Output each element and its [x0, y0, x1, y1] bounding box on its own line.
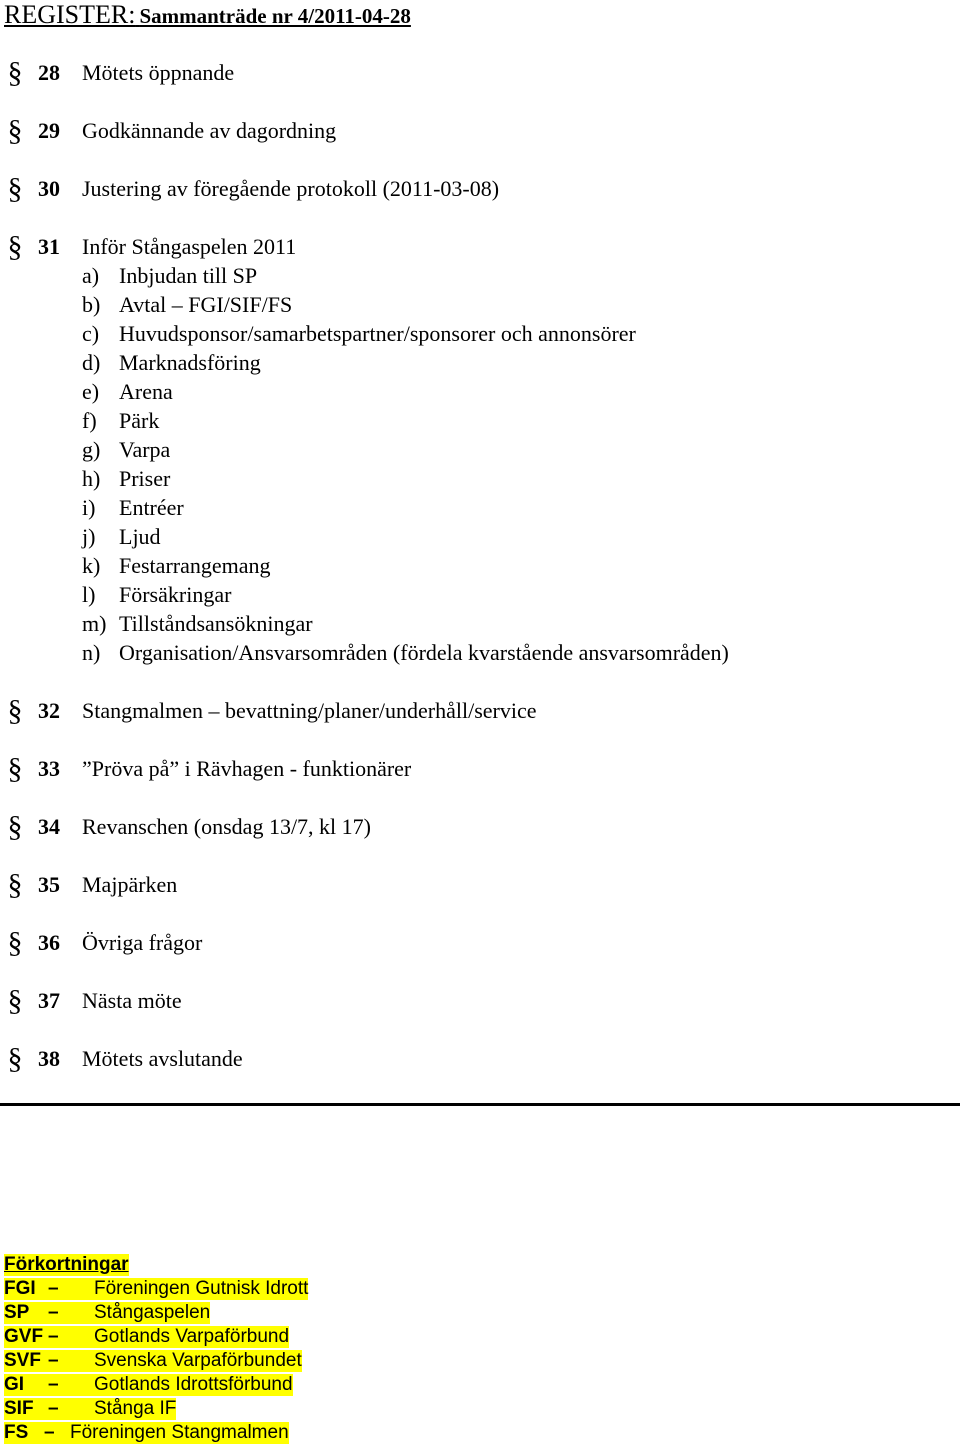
- sub-item-letter: l): [82, 582, 96, 607]
- item-number: 37: [38, 988, 60, 1013]
- abbreviation-meaning: Stånga IF: [94, 1398, 177, 1419]
- abbreviation-row: [4, 1326, 308, 1350]
- abbreviation-meaning: Föreningen Stangmalmen: [70, 1422, 289, 1443]
- abbreviation-dash: –: [48, 1278, 59, 1299]
- abbreviation-row: [4, 1398, 308, 1422]
- section-sign: §: [7, 56, 23, 89]
- sub-item-text: Festarrangemang: [119, 553, 271, 578]
- abbreviation-meaning: Gotlands Idrottsförbund: [94, 1374, 293, 1395]
- sub-item: [82, 348, 261, 377]
- item-number: 33: [38, 756, 60, 781]
- section-sign: §: [7, 114, 23, 147]
- sub-item-letter: d): [82, 350, 101, 375]
- section-sign: §: [7, 810, 23, 843]
- sub-item: [82, 319, 636, 348]
- section-sign: §: [7, 172, 23, 205]
- item-number: 29: [38, 118, 60, 143]
- sub-item: [82, 406, 159, 435]
- sub-item-text: Arena: [119, 379, 173, 404]
- sub-item-text: Marknadsföring: [119, 350, 261, 375]
- item-text: Nästa möte: [82, 988, 182, 1013]
- item-number: 32: [38, 698, 60, 723]
- abbreviation-code: SP: [4, 1302, 30, 1323]
- sub-item: [82, 464, 170, 493]
- abbreviation-row: [4, 1350, 308, 1374]
- sub-item-text: Försäkringar: [119, 582, 232, 607]
- sub-item-text: Pärk: [119, 408, 160, 433]
- abbreviation-dash: –: [48, 1398, 59, 1419]
- item-number: 38: [38, 1046, 60, 1071]
- sub-item-text: Entréer: [119, 495, 184, 520]
- abbreviation-row: [4, 1422, 308, 1446]
- sub-item-letter: e): [82, 379, 100, 404]
- sub-item: [82, 551, 271, 580]
- sub-item-text: Priser: [119, 466, 171, 491]
- sub-item: [82, 522, 161, 551]
- title-meeting: Sammanträde nr 4/2011-04-28: [139, 4, 411, 28]
- item-text: ”Pröva på” i Rävhagen - funktionärer: [82, 756, 412, 781]
- item-number: 31: [38, 234, 60, 259]
- abbreviation-dash: –: [48, 1374, 59, 1395]
- abbreviation-code: SIF: [4, 1398, 34, 1419]
- sub-item-letter: c): [82, 321, 100, 346]
- sub-item-letter: m): [82, 611, 107, 636]
- item-number: 35: [38, 872, 60, 897]
- abbreviation-row: [4, 1302, 308, 1326]
- item-number: 30: [38, 176, 60, 201]
- sub-item-letter: g): [82, 437, 101, 462]
- divider: [0, 1103, 960, 1106]
- item-text: Justering av föregående protokoll (2011-03-08): [82, 176, 500, 201]
- abbreviation-code: SVF: [4, 1350, 41, 1371]
- sub-item: [82, 377, 173, 406]
- sub-item: [82, 609, 313, 638]
- sub-item-text: Inbjudan till SP: [119, 263, 258, 288]
- sub-item-text: Varpa: [119, 437, 171, 462]
- abbreviation-code: FS: [4, 1422, 29, 1443]
- item-number: 28: [38, 60, 60, 85]
- sub-item: [82, 261, 257, 290]
- sub-item-letter: j): [82, 524, 96, 549]
- abbreviation-dash: –: [44, 1422, 55, 1443]
- section-sign: §: [7, 868, 23, 901]
- item-text: Övriga frågor: [82, 930, 203, 955]
- abbreviations-heading: Förkortningar: [4, 1254, 129, 1275]
- item-text: Godkännande av dagordning: [82, 118, 337, 143]
- abbreviation-code: GVF: [4, 1326, 44, 1347]
- abbreviation-meaning: Svenska Varpaförbundet: [94, 1350, 302, 1371]
- sub-item: [82, 435, 170, 464]
- section-sign: §: [7, 752, 23, 785]
- section-sign: §: [7, 926, 23, 959]
- sub-item-letter: k): [82, 553, 101, 578]
- abbreviation-row: [4, 1374, 308, 1398]
- sub-item-letter: h): [82, 466, 101, 491]
- sub-item-text: Avtal – FGI/SIF/FS: [119, 292, 293, 317]
- item-text: Mötets avslutande: [82, 1046, 243, 1071]
- abbreviations-section: [4, 1254, 308, 1446]
- abbreviation-meaning: Föreningen Gutnisk Idrott: [94, 1278, 309, 1299]
- sub-item-text: Organisation/Ansvarsområden (fördela kvarstående ansvarsområden): [119, 640, 729, 665]
- section-sign: §: [7, 984, 23, 1017]
- abbreviation-meaning: Stångaspelen: [94, 1302, 211, 1323]
- section-sign: §: [7, 694, 23, 727]
- item-text: Majpärken: [82, 872, 178, 897]
- item-number: 34: [38, 814, 60, 839]
- abbreviation-row: [4, 1278, 308, 1302]
- sub-item-letter: b): [82, 292, 101, 317]
- item-number: 36: [38, 930, 60, 955]
- sub-item-text: Ljud: [119, 524, 161, 549]
- sub-item: [82, 638, 729, 667]
- sub-item-letter: n): [82, 640, 101, 665]
- sub-item: [82, 580, 231, 609]
- abbreviation-dash: –: [48, 1302, 59, 1323]
- sub-item-text: Tillståndsansökningar: [119, 611, 313, 636]
- abbreviation-dash: –: [48, 1326, 59, 1347]
- item-text: Inför Stångaspelen 2011: [82, 234, 297, 259]
- abbreviation-meaning: Gotlands Varpaförbund: [94, 1326, 290, 1347]
- item-text: Revanschen (onsdag 13/7, kl 17): [82, 814, 371, 839]
- sub-item-letter: i): [82, 495, 96, 520]
- abbreviation-code: GI: [4, 1374, 25, 1395]
- item-text: Mötets öppnande: [82, 60, 235, 85]
- document-title: [4, 0, 411, 34]
- section-sign: §: [7, 230, 23, 263]
- abbreviation-dash: –: [48, 1350, 59, 1371]
- item-text: Stangmalmen – bevattning/planer/underhåll/service: [82, 698, 537, 723]
- title-prefix: REGISTER:: [4, 0, 136, 29]
- sub-item-letter: a): [82, 263, 100, 288]
- section-sign: §: [7, 1042, 23, 1075]
- sub-item: [82, 290, 292, 319]
- sub-item: [82, 493, 184, 522]
- abbreviation-code: FGI: [4, 1278, 36, 1299]
- sub-item-letter: f): [82, 408, 97, 433]
- sub-item-text: Huvudsponsor/samarbetspartner/sponsorer och annonsörer: [119, 321, 636, 346]
